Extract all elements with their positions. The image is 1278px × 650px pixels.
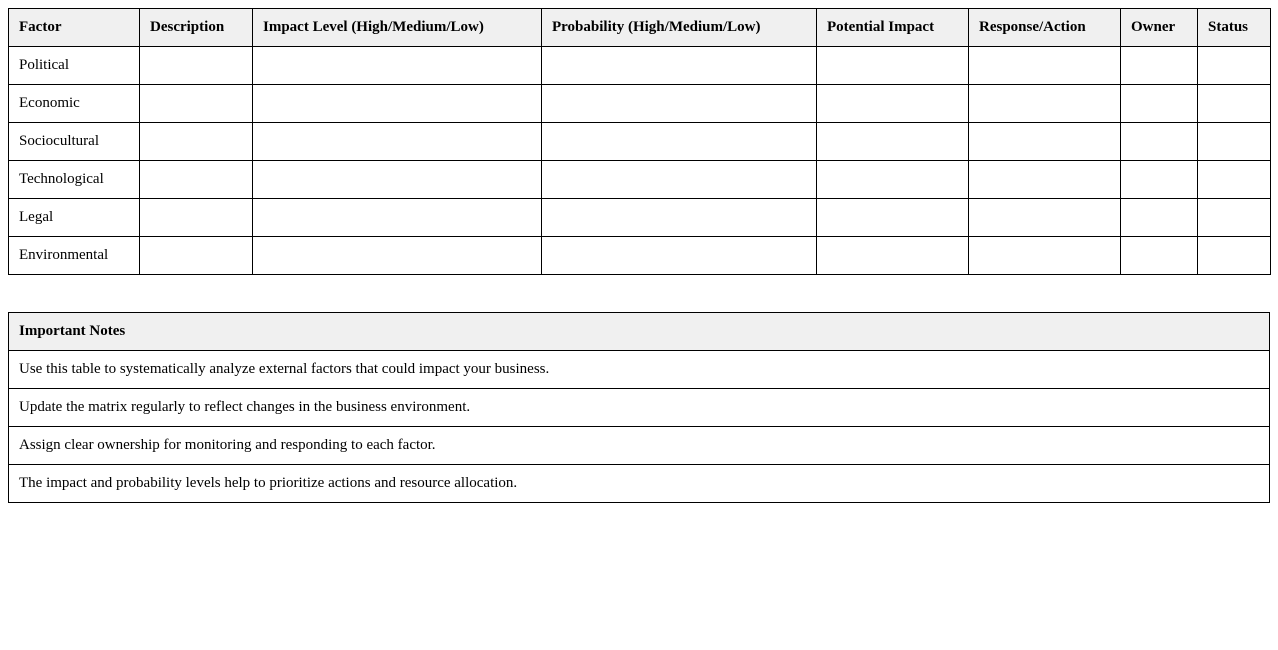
header-owner: Owner <box>1121 9 1198 47</box>
description-cell[interactable] <box>140 123 253 161</box>
probability-cell[interactable] <box>542 237 817 275</box>
pestle-table <box>8 8 1271 275</box>
response-action-cell[interactable] <box>969 47 1121 85</box>
header-description: Description <box>140 9 253 47</box>
notes-header-row <box>9 313 1270 351</box>
header-impact-level: Impact Level (High/Medium/Low) <box>253 9 542 47</box>
probability-cell[interactable] <box>542 85 817 123</box>
description-cell[interactable] <box>140 237 253 275</box>
header-potential-impact: Potential Impact <box>817 9 969 47</box>
potential-impact-cell[interactable] <box>817 237 969 275</box>
table-row <box>9 237 1271 275</box>
status-cell[interactable] <box>1198 161 1271 199</box>
response-action-cell[interactable] <box>969 199 1121 237</box>
table-row <box>9 47 1271 85</box>
impact-level-cell[interactable] <box>253 47 542 85</box>
notes-header: Important Notes <box>9 313 1270 351</box>
owner-cell[interactable] <box>1121 237 1198 275</box>
potential-impact-cell[interactable] <box>817 123 969 161</box>
list-item <box>9 427 1270 465</box>
factor-cell: Technological <box>9 161 140 199</box>
owner-cell[interactable] <box>1121 85 1198 123</box>
probability-cell[interactable] <box>542 199 817 237</box>
factor-cell: Legal <box>9 199 140 237</box>
potential-impact-cell[interactable] <box>817 161 969 199</box>
probability-cell[interactable] <box>542 47 817 85</box>
owner-cell[interactable] <box>1121 123 1198 161</box>
list-item <box>9 351 1270 389</box>
impact-level-cell[interactable] <box>253 161 542 199</box>
response-action-cell[interactable] <box>969 237 1121 275</box>
list-item <box>9 389 1270 427</box>
owner-cell[interactable] <box>1121 161 1198 199</box>
note-text: Use this table to systematically analyze external factors that could impact your business. <box>9 351 1270 389</box>
list-item <box>9 465 1270 503</box>
header-factor: Factor <box>9 9 140 47</box>
potential-impact-cell[interactable] <box>817 47 969 85</box>
header-status: Status <box>1198 9 1271 47</box>
header-response-action: Response/Action <box>969 9 1121 47</box>
impact-level-cell[interactable] <box>253 199 542 237</box>
note-text: The impact and probability levels help to prioritize actions and resource allocation. <box>9 465 1270 503</box>
factor-cell: Environmental <box>9 237 140 275</box>
table-row <box>9 199 1271 237</box>
table-header-row <box>9 9 1271 47</box>
probability-cell[interactable] <box>542 123 817 161</box>
note-text: Assign clear ownership for monitoring and responding to each factor. <box>9 427 1270 465</box>
potential-impact-cell[interactable] <box>817 85 969 123</box>
table-row <box>9 85 1271 123</box>
probability-cell[interactable] <box>542 161 817 199</box>
status-cell[interactable] <box>1198 199 1271 237</box>
owner-cell[interactable] <box>1121 47 1198 85</box>
note-text: Update the matrix regularly to reflect changes in the business environment. <box>9 389 1270 427</box>
status-cell[interactable] <box>1198 123 1271 161</box>
factor-cell: Political <box>9 47 140 85</box>
factor-cell: Sociocultural <box>9 123 140 161</box>
notes-table <box>8 312 1270 503</box>
status-cell[interactable] <box>1198 47 1271 85</box>
description-cell[interactable] <box>140 47 253 85</box>
potential-impact-cell[interactable] <box>817 199 969 237</box>
response-action-cell[interactable] <box>969 85 1121 123</box>
header-probability: Probability (High/Medium/Low) <box>542 9 817 47</box>
impact-level-cell[interactable] <box>253 85 542 123</box>
impact-level-cell[interactable] <box>253 123 542 161</box>
response-action-cell[interactable] <box>969 123 1121 161</box>
table-row <box>9 161 1271 199</box>
status-cell[interactable] <box>1198 237 1271 275</box>
owner-cell[interactable] <box>1121 199 1198 237</box>
response-action-cell[interactable] <box>969 161 1121 199</box>
factor-cell: Economic <box>9 85 140 123</box>
status-cell[interactable] <box>1198 85 1271 123</box>
impact-level-cell[interactable] <box>253 237 542 275</box>
description-cell[interactable] <box>140 199 253 237</box>
table-row <box>9 123 1271 161</box>
description-cell[interactable] <box>140 161 253 199</box>
description-cell[interactable] <box>140 85 253 123</box>
